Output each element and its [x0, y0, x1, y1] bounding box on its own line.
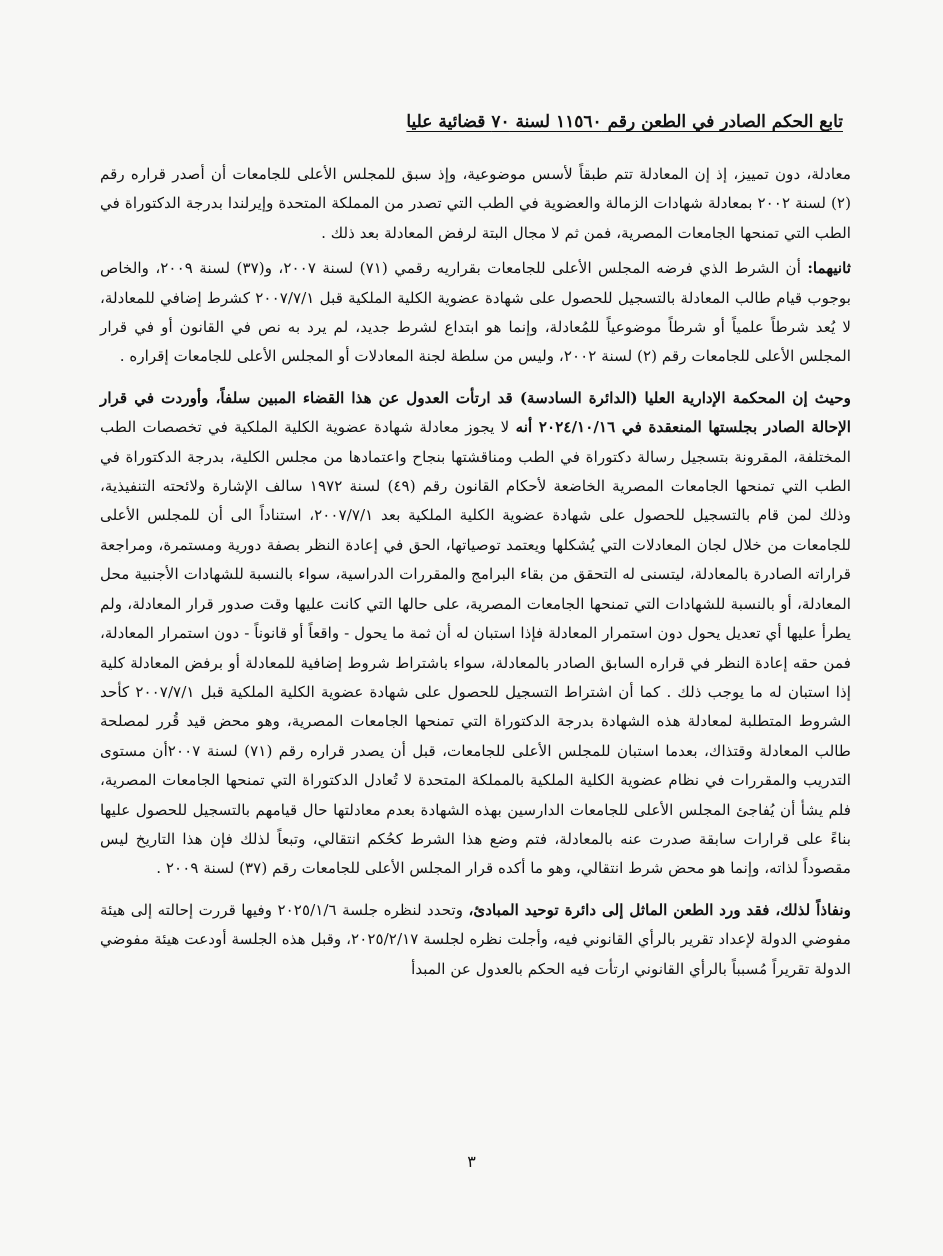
paragraph-3: [100, 384, 851, 884]
paragraph-1-text: معادلة، دون تمييز، إذ إن المعادلة تتم طبقاً لأسس موضوعية، وإذ سبق للمجلس الأعلى للجامعات أن أصدر قراره رقم (٢) لسنة ٢٠٠٢ بمعادلة شهادات الزمالة والعضوية في الطب التي تصدر من المملكة المتحدة وإيرلندا بدرجة الدكتوراة في الطب التي تمنحها الجامعات المصرية، فمن ثم لا مجال البتة لرفض المعادلة بعد ذلك .: [100, 165, 852, 242]
paragraph-2-text: أن الشرط الذي فرضه المجلس الأعلى للجامعات بقراريه رقمي (٧١) لسنة ٢٠٠٧، و(٣٧) لسنة ٢٠٠٩، والخاص بوجوب قيام طالب المعادلة بالتسجيل للحصول على شهادة عضوية الكلية الملكية قبل ٢٠٠٧/٧/١ كشرط إضافي للمعادلة، لا يُعد شرطاً علمياً أو شرطاً موضوعياً للمُعادلة، وإنما هو ابتداع لشرط جديد، لم يرد به نص في القانون أو في قرار المجلس الأعلى للجامعات رقم (٢) لسنة ٢٠٠٢، وليس من سلطة لجنة المعادلات أو المجلس الأعلى للجامعات إقراره .: [100, 259, 851, 366]
paragraph-4-lead: ونفاذاً لذلك، فقد ورد الطعن الماثل إلى دائرة توحيد المبادئ،: [468, 900, 851, 919]
paragraph-4: [100, 896, 851, 984]
paragraph-2-lead: ثانيهما:: [807, 259, 851, 278]
paragraph-3-text: لا يجوز معادلة شهادة عضوية الكلية الملكية في تخصصات الطب المختلفة، المقرونة بتسجيل رسالة دكتوراة في الطب ومناقشتها بنجاح واعتمادها من مجلس الكلية، بدرجة الدكتوراة في الطب التي تمنحها الجامعات المصرية الخاضعة لأحكام القانون رقم (٤٩) لسنة ١٩٧٢ سالف الإشارة ولائحته التنفيذية، وذلك لمن قام بالتسجيل للحصول على شهادة عضوية الكلية الملكية بعد ٢٠٠٧/٧/١، استناداً الى أن للمجلس الأعلى للجامعات من خلال لجان المعادلات التي يُشكلها ويعتمد توصياتها، الحق في إعادة النظر بصفة دورية ومستمرة، ومراجعة قراراته الصادرة بالمعادلة، ليتسنى له التحقق من بقاء البرامج والمقررات الدراسية، سواء بالنسبة للشهادات الأجنبية محل المعادلة، أو بالنسبة للشهادات التي تمنحها الجامعات المصرية، على حالها التي كانت عليها وقت صدور قرار المعادلة، ولم يطرأ عليها أي تعديل يحول دون استمرار المعادلة فإذا استبان له أن ثمة ما يحول - واقعاً أو قانوناً - دون استمرار المعادلة، فمن حقه إعادة النظر في قراره السابق الصادر بالمعادلة، سواء باشتراط شروط إضافية للمعادلة أو برفض المعادلة كلية إذا استبان له ما يوجب ذلك . كما أن اشتراط التسجيل للحصول على شهادة عضوية الكلية الملكية قبل ٢٠٠٧/٧/١ كأحد الشروط المتطلبة لمعادلة هذه الشهادة بدرجة الدكتوراة التي تمنحها الجامعات المصرية، وهو محض قيد قُرر لمصلحة طالب المعادلة وقتذاك، بعدما استبان للمجلس الأعلى للجامعات، قبل أن يصدر قراره رقم (٧١) لسنة ٢٠٠٧أن مستوى التدريب والمقررات في نظام عضوية الكلية الملكية بالمملكة المتحدة لا تُعادل الدكتوراة التي تمنحها الجامعات المصرية، فلم يشأ أن يُفاجئ المجلس الأعلى للجامعات الدارسين بهذه الشهادة بعدم معادلتها حال قيامهم بالتسجيل للحصول عليها بناءً على قرارات سابقة صدرت عنه بالمعادلة، فتم وضع هذا الشرط كحُكم انتقالي، وتبعاً لذلك فإن هذا التاريخ ليس مقصوداً لذاته، وإنما هو محض شرط انتقالي، وهو ما أكده قرار المجلس الأعلى للجامعات رقم (٣٧) لسنة ٢٠٠٩ .: [100, 418, 852, 878]
paragraph-2: [100, 254, 851, 372]
paragraph-4-text: وتحدد لنظره جلسة ٢٠٢٥/١/٦ وفيها قررت إحالته إلى هيئة مفوضي الدولة لإعداد تقرير بالرأي القانوني فيه، وأجلت نظره لجلسة ٢٠٢٥/٢/١٧، وقبل هذه الجلسة أودعت هيئة مفوضي الدولة تقريراً مُسبباً بالرأي القانوني ارتأت فيه الحكم بالعدول عن المبدأ: [100, 900, 851, 978]
page-number: ٣: [467, 1152, 476, 1171]
paragraph-3-lead: وحيث إن المحكمة الإدارية العليا (الدائرة السادسة) قد ارتأت العدول عن هذا القضاء المبين سلفاً، وأوردت في قرار الإحالة الصادر بجلستها المنعقدة في ٢٠٢٤/١٠/١٦ أنه: [100, 388, 852, 437]
paragraph-1: [100, 160, 851, 248]
page-header-title: تابع الحكم الصادر في الطعن رقم ١١٥٦٠ لسنة ٧٠ قضائية عليا: [406, 112, 843, 132]
